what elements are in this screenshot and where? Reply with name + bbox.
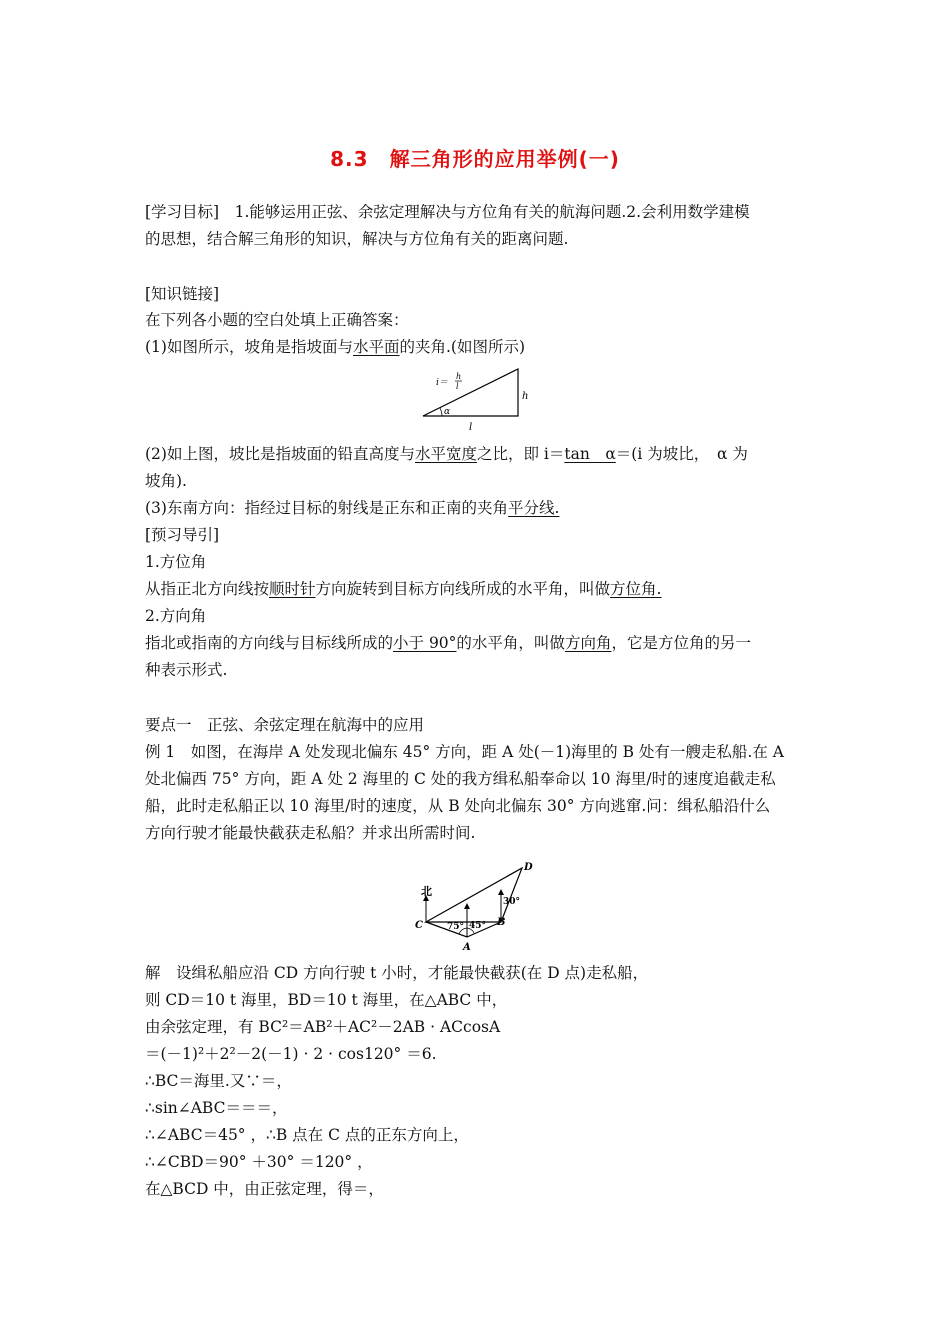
example-line-3: 船，此时走私船正以 10 海里/时的速度，从 B 处向北偏东 30° 方向逃窜.问：缉私船沿什么 [145, 797, 771, 815]
slope-figure [418, 364, 538, 434]
point-a-label: A [463, 942, 471, 953]
item1-answer-1: 顺时针 [269, 580, 316, 598]
question-3 [145, 497, 815, 519]
navigation-figure [412, 858, 542, 956]
slope-fraction-denominator: l [456, 382, 459, 391]
item2-answer-1: 小于 90° [393, 634, 457, 652]
north-label: 北 [421, 885, 432, 898]
example-line-1: 例 1 如图，在海岸 A 处发现北偏东 45° 方向，距 A 处(－1)海里的 B 处有一艘走私船.在 A [145, 743, 784, 761]
slope-height-label: h [522, 391, 529, 402]
solution-line-8: ∴∠CBD＝90° ＋30° ＝120° ， [145, 1153, 373, 1171]
item2-answer-2: 方向角 [564, 634, 612, 652]
angle-75-label: 75° [447, 922, 465, 932]
slope-fraction-numerator: h [456, 372, 462, 381]
slope-angle-label: α [444, 407, 451, 417]
q1-text: (1)如图所示，坡角是指坡面与 [145, 338, 353, 356]
objectives-line-1: [学习目标] 1.能够运用正弦、余弦定理解决与方位角有关的航海问题.2.会利用数学建模 [145, 203, 750, 221]
solution-line-3: 由余弦定理，有 BC²＝AB²＋AC²－2AB · ACcosA [145, 1018, 501, 1036]
preview-item-2-title: 2.方向角 [145, 607, 207, 625]
item1-text-mid: 方向旋转到目标方向线所成的水平角，叫做 [315, 580, 611, 598]
solution-line-6: ∴sin∠ABC＝＝＝， [145, 1099, 288, 1117]
question-2 [145, 443, 815, 465]
solution-line-7: ∴∠ABC＝45° ，∴B 点在 C 点的正东方向上， [145, 1126, 469, 1144]
q2-text-end: ＝(i 为坡比， α 为 [615, 445, 748, 463]
solution-line-5: ∴BC＝海里.又∵＝， [145, 1072, 292, 1090]
question-2-line-2: 坡角). [145, 472, 187, 490]
page-title: 8.3 解三角形的应用举例(一) [330, 147, 620, 171]
item2-text: 指北或指南的方向线与目标线所成的 [145, 634, 394, 652]
keypoint-heading: 要点一 正弦、余弦定理在航海中的应用 [145, 716, 425, 734]
solution-line-2: 则 CD＝10 t 海里，BD＝10 t 海里，在△ABC 中， [145, 991, 508, 1009]
knowledge-intro: 在下列各小题的空白处填上正确答案： [145, 311, 409, 329]
preview-item-1-text [145, 578, 815, 600]
angle-30-label: 30° [503, 897, 521, 907]
item1-text: 从指正北方向线按 [145, 580, 270, 598]
solution-line-4: ＝(－1)²＋2²－2(－1) · 2 · cos120° ＝6. [145, 1045, 437, 1063]
point-c-label: C [415, 920, 423, 931]
angle-45-label: 45° [469, 921, 487, 931]
q1-answer: 水平面 [352, 338, 400, 356]
question-1 [145, 336, 815, 358]
item1-answer-2: 方位角. [610, 580, 662, 598]
preview-heading: [预习导引] [145, 526, 220, 544]
solution-line-1: 解 设缉私船应沿 CD 方向行驶 t 小时，才能最快截获(在 D 点)走私船， [145, 964, 649, 982]
point-d-label: D [524, 862, 533, 873]
objectives-line-2: 的思想，结合解三角形的知识，解决与方位角有关的距离问题. [145, 230, 569, 248]
point-b-label: B [497, 917, 506, 928]
item2-text-mid: 的水平角，叫做 [456, 634, 565, 652]
slope-length-label: l [469, 422, 473, 433]
example-line-4: 方向行驶才能最快截获走私船？并求出所需时间. [145, 824, 476, 842]
example-line-2: 处北偏西 75° 方向，距 A 处 2 海里的 C 处的我方缉私船奉命以 10 海里/时的速度追截走私 [145, 770, 776, 788]
preview-item-1-title: 1.方位角 [145, 553, 207, 571]
preview-item-2-line-2: 种表示形式. [145, 661, 228, 679]
solution-line-9: 在△BCD 中，由正弦定理，得＝， [145, 1180, 384, 1198]
knowledge-heading: [知识链接] [145, 285, 220, 303]
slope-formula-label: i＝ [436, 378, 448, 388]
q1-text-end: 的夹角.(如图所示) [399, 338, 526, 356]
q2-text: (2)如上图，坡比是指坡面的铅直高度与 [145, 445, 415, 463]
preview-item-2-text [145, 632, 815, 654]
q2-text-mid: 之比，即 i＝ [476, 445, 565, 463]
item2-text-end: ，它是方位角的另一 [611, 634, 751, 652]
q2-answer-2: tan α [564, 445, 616, 463]
q2-answer-1: 水平宽度 [414, 445, 477, 463]
q3-text: (3)东南方向：指经过目标的射线是正东和正南的夹角 [145, 499, 508, 517]
q3-answer: 平分线. [507, 499, 560, 517]
